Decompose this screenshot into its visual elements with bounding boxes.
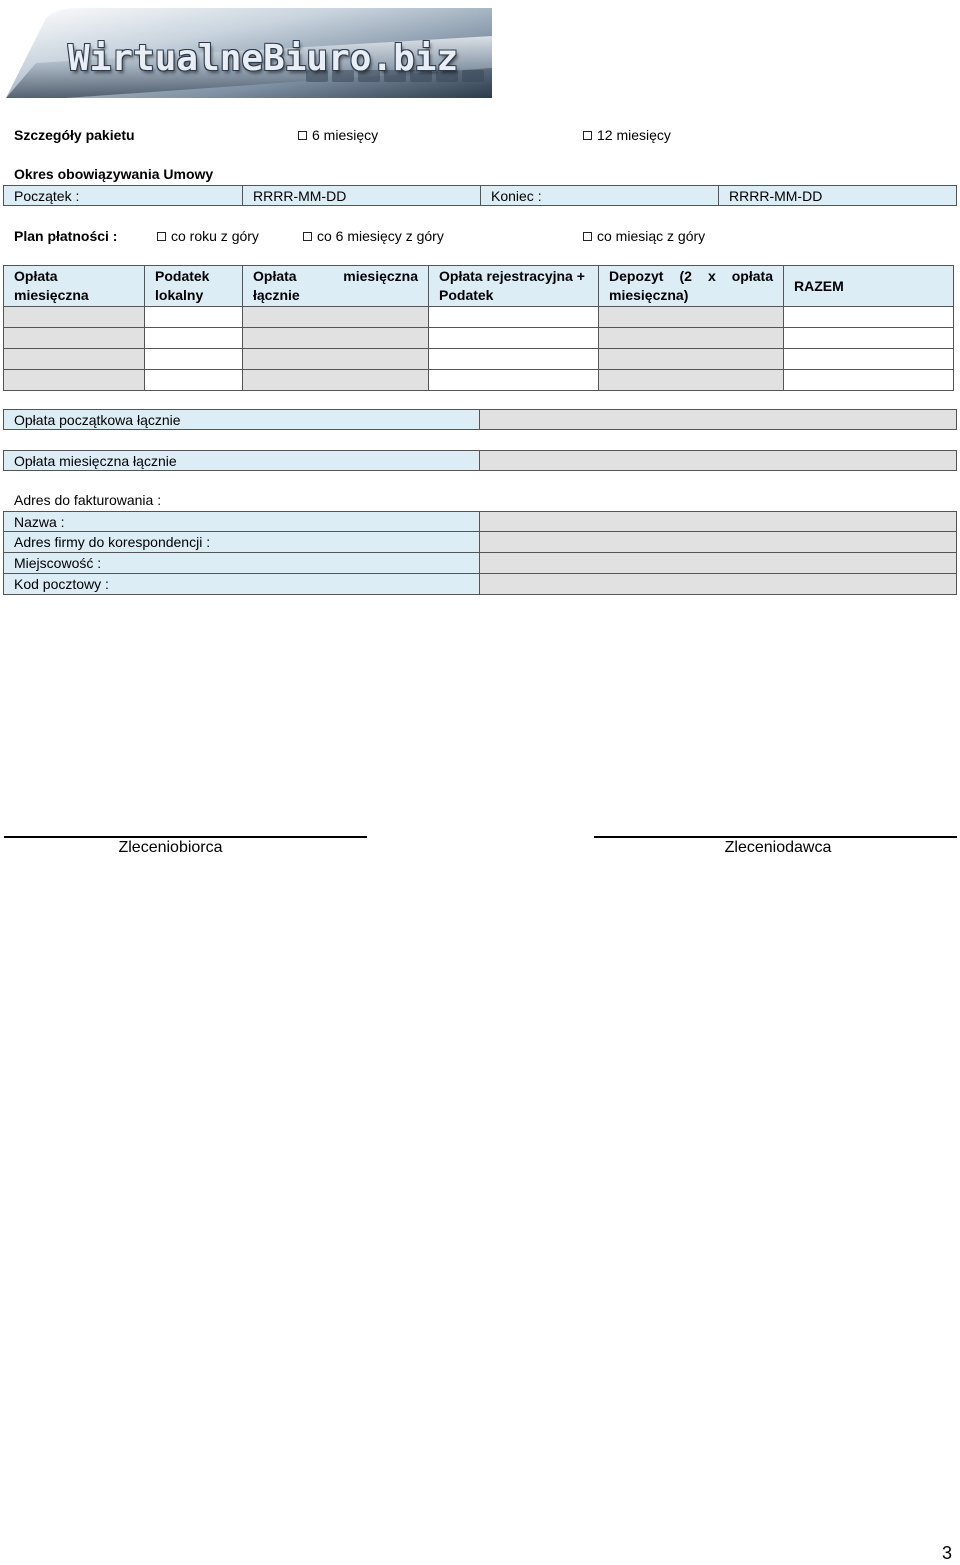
- plan-half-yearly[interactable]: [303, 228, 444, 244]
- header-deposit-word1: Depozyt: [609, 268, 664, 284]
- table-cell[interactable]: [784, 349, 954, 370]
- table-cell[interactable]: [599, 328, 784, 349]
- header-total: RAZEM: [784, 266, 954, 307]
- plan-monthly[interactable]: [583, 228, 705, 244]
- plan-half-yearly-label: co 6 miesięcy z góry: [317, 228, 444, 244]
- header-registration-fee-line1: Opłata rejestracyjna +: [439, 268, 585, 284]
- signature-contractor-label: Zleceniobiorca: [118, 839, 223, 856]
- table-cell[interactable]: [784, 307, 954, 328]
- billing-title: Adres do fakturowania :: [14, 492, 162, 508]
- start-value[interactable]: RRRR-MM-DD: [243, 186, 481, 205]
- start-label: Początek :: [4, 186, 243, 205]
- header-monthly-fee-line2: miesięczna: [14, 287, 89, 303]
- plan-yearly-label: co roku z góry: [171, 228, 259, 244]
- header-monthly-total-line1: [253, 267, 418, 286]
- billing-city-field[interactable]: [480, 553, 956, 573]
- initial-total-field[interactable]: [480, 410, 956, 429]
- header-monthly-fee-line1: Opłata: [14, 268, 58, 284]
- billing-row-address: [3, 532, 957, 553]
- package-option-12[interactable]: [583, 127, 671, 143]
- header-registration-fee: [429, 266, 599, 307]
- header-local-tax: [145, 266, 243, 307]
- signature-client-label: Zleceniodawca: [724, 839, 832, 856]
- table-cell[interactable]: [4, 370, 145, 391]
- table-cell[interactable]: [4, 349, 145, 370]
- checkbox-icon[interactable]: [298, 131, 307, 140]
- table-row: [4, 307, 954, 328]
- table-cell[interactable]: [599, 370, 784, 391]
- billing-row-city: [3, 553, 957, 574]
- payment-plan-label: Plan płatności :: [14, 228, 118, 244]
- header-deposit-line1: [609, 267, 773, 286]
- header-deposit-word3: x: [707, 268, 716, 284]
- package-option-6-label: 6 miesięcy: [312, 127, 379, 143]
- table-cell[interactable]: [243, 349, 429, 370]
- billing-postal-label: Kod pocztowy :: [4, 574, 480, 594]
- header-local-tax-line1: Podatek: [155, 268, 210, 284]
- table-cell[interactable]: [599, 349, 784, 370]
- period-title: Okres obowiązywania Umowy: [14, 166, 214, 182]
- table-cell[interactable]: [429, 328, 599, 349]
- table-cell[interactable]: [429, 370, 599, 391]
- checkbox-icon[interactable]: [583, 232, 592, 241]
- table-cell[interactable]: [145, 349, 243, 370]
- table-cell[interactable]: [784, 370, 954, 391]
- checkbox-icon[interactable]: [157, 232, 166, 241]
- table-row: [4, 328, 954, 349]
- table-cell[interactable]: [599, 307, 784, 328]
- fees-header-row: [4, 266, 954, 307]
- signature-line-client: [594, 836, 957, 838]
- table-cell[interactable]: [429, 349, 599, 370]
- plan-yearly[interactable]: [157, 228, 259, 244]
- header-monthly-total-line2: łącznie: [253, 287, 300, 303]
- end-label: Koniec :: [481, 186, 719, 205]
- header-local-tax-line2: lokalny: [155, 287, 204, 303]
- table-cell[interactable]: [784, 328, 954, 349]
- package-option-6[interactable]: [298, 127, 378, 143]
- header-monthly-total-word1: Opłata: [253, 268, 297, 284]
- table-cell[interactable]: [243, 328, 429, 349]
- monthly-total-field[interactable]: [480, 451, 956, 470]
- header-monthly-fee: [4, 266, 145, 307]
- checkbox-icon[interactable]: [583, 131, 592, 140]
- monthly-total-label: Opłata miesięczna łącznie: [4, 451, 480, 470]
- header-registration-fee-line2: Podatek: [439, 287, 494, 303]
- initial-total-label: Opłata początkowa łącznie: [4, 410, 480, 429]
- monthly-total-row: [3, 450, 957, 471]
- period-row: [3, 185, 957, 206]
- package-label: Szczegóły pakietu: [14, 127, 135, 143]
- billing-address-label: Adres firmy do korespondencji :: [4, 532, 480, 552]
- table-cell[interactable]: [145, 307, 243, 328]
- header-deposit-line2: miesięczna): [609, 287, 689, 303]
- fees-table: [3, 265, 954, 391]
- package-option-12-label: 12 miesięcy: [597, 127, 671, 143]
- header-deposit-word2: (2: [679, 268, 692, 284]
- billing-city-label: Miejscowość :: [4, 553, 480, 573]
- table-row: [4, 370, 954, 391]
- billing-name-label: Nazwa :: [4, 512, 480, 531]
- logo-banner: [6, 8, 492, 98]
- billing-address-field[interactable]: [480, 532, 956, 552]
- table-cell[interactable]: [145, 370, 243, 391]
- header-monthly-total: [243, 266, 429, 307]
- header-deposit-word4: opłata: [731, 268, 773, 284]
- billing-row-name: [3, 511, 957, 532]
- header-monthly-total-word2: miesięczna: [343, 268, 418, 284]
- checkbox-icon[interactable]: [303, 232, 312, 241]
- table-cell[interactable]: [243, 370, 429, 391]
- page-number: 3: [941, 1543, 952, 1563]
- end-value[interactable]: RRRR-MM-DD: [729, 187, 823, 204]
- table-cell[interactable]: [4, 328, 145, 349]
- table-cell[interactable]: [243, 307, 429, 328]
- billing-name-field[interactable]: [480, 512, 956, 531]
- table-cell[interactable]: [145, 328, 243, 349]
- plan-monthly-label: co miesiąc z góry: [597, 228, 706, 244]
- table-row: [4, 349, 954, 370]
- signature-line-contractor: [4, 836, 367, 838]
- table-cell[interactable]: [4, 307, 145, 328]
- billing-row-postal: [3, 574, 957, 595]
- header-deposit: [599, 266, 784, 307]
- table-cell[interactable]: [429, 307, 599, 328]
- billing-postal-field[interactable]: [480, 574, 956, 594]
- billing-block: [3, 511, 957, 595]
- initial-total-row: [3, 409, 957, 430]
- logo-text: WirtualneBiuro.biz: [68, 38, 459, 79]
